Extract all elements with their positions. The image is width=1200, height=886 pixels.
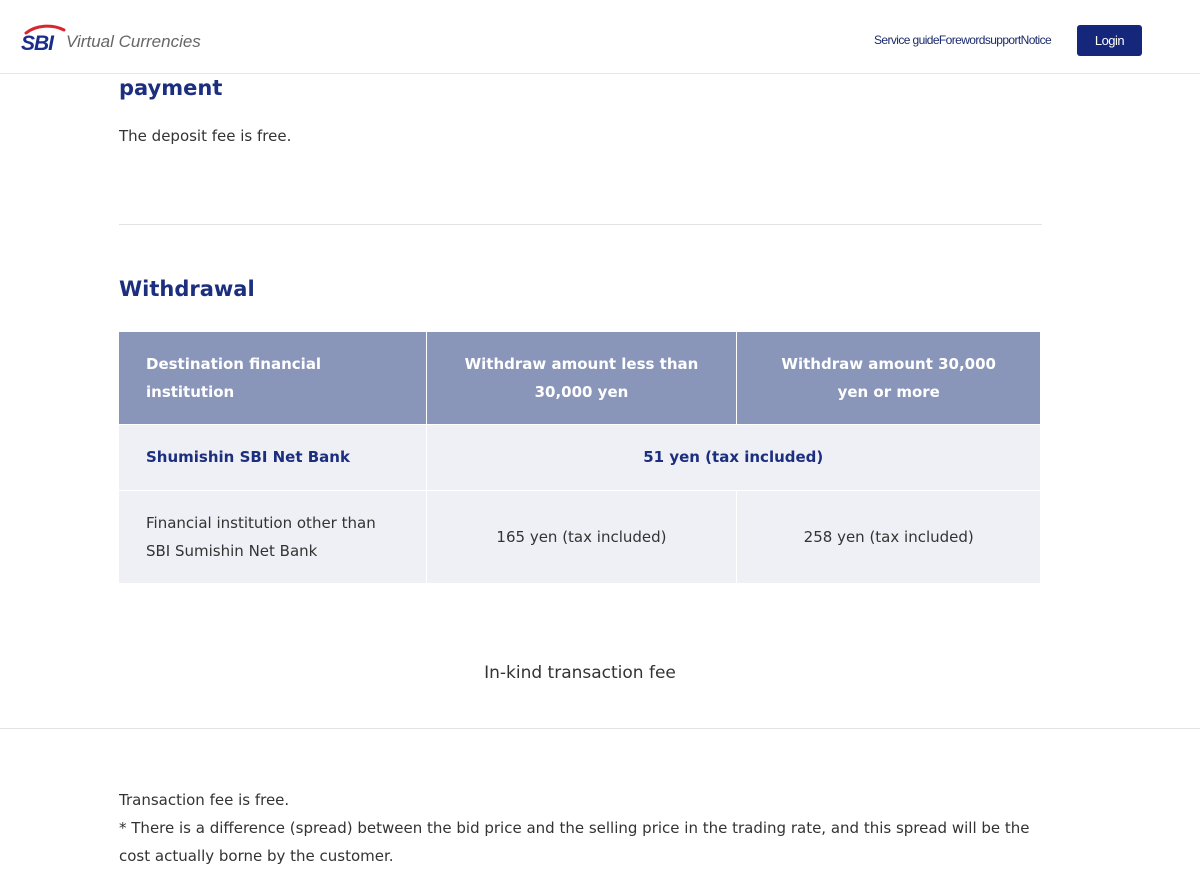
in-kind-fee-label: In-kind transaction fee xyxy=(484,663,676,683)
logo-brand: SBI xyxy=(21,32,54,55)
withdrawal-heading: Withdrawal xyxy=(119,277,255,301)
site-header xyxy=(0,0,1200,74)
transaction-fee-text: Transaction fee is free. xyxy=(119,791,290,809)
header-institution: Destination financial institution xyxy=(119,332,426,424)
nav-foreword[interactable]: Foreword xyxy=(938,33,985,47)
header-under-30000: Withdraw amount less than 30,000 yen xyxy=(426,332,737,424)
fee-cell: 51 yen (tax included) xyxy=(426,424,1040,490)
table-row xyxy=(119,424,1040,490)
fee-cell: 258 yen (tax included) xyxy=(737,490,1040,583)
section-divider xyxy=(119,224,1042,225)
spread-note: * There is a difference (spread) between the bid price and the selling price in the trading rate, and this spread will be the cost actually borne by the customer. xyxy=(119,819,1030,865)
payment-text: The deposit fee is free. xyxy=(119,127,292,145)
header-over-30000: Withdraw amount 30,000 yen or more xyxy=(737,332,1040,424)
nav-support[interactable]: support xyxy=(984,33,1021,47)
table-row xyxy=(119,490,1040,583)
logo-text: Virtual Currencies xyxy=(66,32,201,51)
institution-cell: Shumishin SBI Net Bank xyxy=(119,424,426,490)
table-header-row xyxy=(119,332,1040,424)
nav-notice[interactable]: Notice xyxy=(1020,33,1052,47)
sbi-logo[interactable] xyxy=(20,18,201,54)
withdrawal-fee-table xyxy=(119,332,1040,583)
institution-cell: Financial institution other than SBI Sumishin Net Bank xyxy=(119,490,426,583)
sbi-logo-mark xyxy=(20,24,66,54)
nav-service-guide[interactable]: Service guide xyxy=(874,33,939,47)
main-nav xyxy=(874,33,1051,47)
full-divider xyxy=(0,728,1200,729)
fee-cell: 165 yen (tax included) xyxy=(426,490,737,583)
payment-heading: payment xyxy=(119,76,223,100)
transaction-fee-note xyxy=(119,786,1049,870)
login-button[interactable]: Login xyxy=(1077,25,1142,56)
